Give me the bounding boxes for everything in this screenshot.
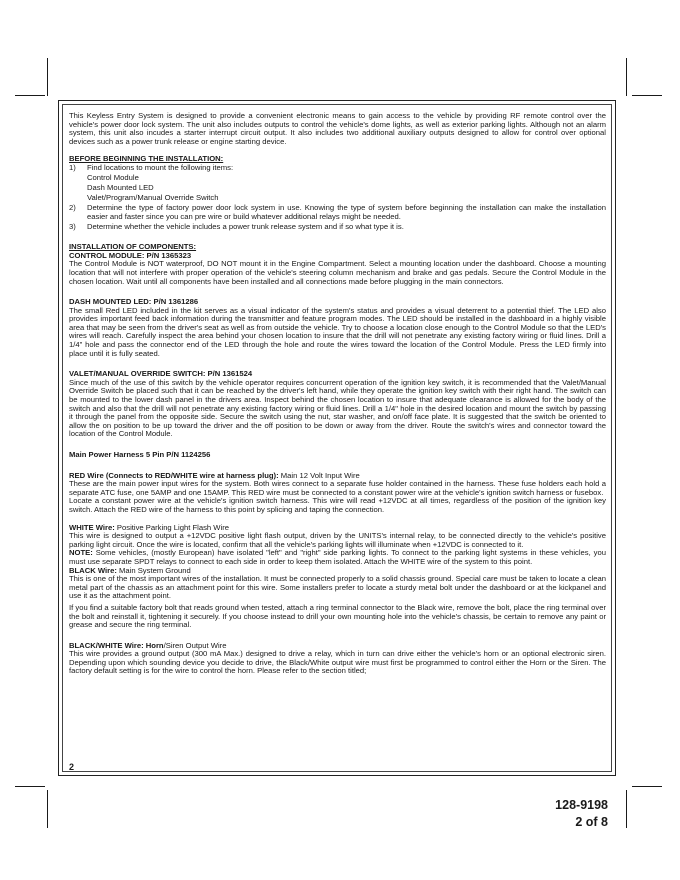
list-item [69,204,606,221]
crop-mark-bottom-right-vertical [626,790,627,828]
control-module-title: CONTROL MODULE: P/N 1365323 [69,250,192,260]
white-wire-note [69,549,606,566]
harness-title: Main Power Harness 5 Pin P/N 1124256 [69,450,211,459]
crop-mark-bottom-left-vertical [47,790,48,828]
list-text: Determine the type of factory power door lock system in use. Knowing the type of system before beginning the installation can make the installation easier and faster since you can pre wire or build whatever additional relays might be needed. [87,203,606,221]
control-module-body: The Control Module is NOT waterproof, DO NOT mount it in the Engine Compartment. Select a mounting location under the dashboard. Choose a mounting location that will not interfere with proper operation of the vehicle's steering column mechanism and brake and gas pedals. Secure the Control Module in the chosen location. Wait until all components have been installed and all connections made before plugging in the main connectors. [69,259,606,286]
dash-led-body: The small Red LED included in the kit serves as a visual indicator of the system's status and provides a visual deterrent to a potential thief. The LED also provides important feed back information during the transmitter and feature program modes. The LED should be installed in the dashboard in a highly visible area that may be seen from the driver's seat as well as from outside the vehicle. Try to choose a location close enough to the Control Module so that the LED's wires will reach. Carefully inspect the area behind your chosen location to insure that the drill will not penetrate any existing factory wiring or fluid lines. Drill a 1/4" hole and pass the connector end of the LED through the hole and route the wires toward the location of the Control Module. Press the LED firmly into place until it is fully seated. [69,305,606,358]
list-number: 2) [69,203,76,213]
mount-item-valet-switch: Valet/Program/Manual Override Switch [87,193,219,203]
list-item [69,164,606,173]
white-wire-desc: Positive Parking Light Flash Wire [114,522,230,532]
page-number: 2 [69,762,75,772]
red-wire-desc: Main 12 Volt Input Wire [278,470,360,480]
crop-mark-top-right-horizontal [632,95,662,96]
list-text: Find locations to mount the following items: [87,162,234,172]
black-wire-label: BLACK Wire: [69,565,117,575]
crop-mark-bottom-right-horizontal [632,786,662,787]
mount-item-dash-led: Dash Mounted LED [87,183,154,193]
components-heading: INSTALLATION OF COMPONENTS: [69,242,197,252]
mount-items [69,174,606,203]
note-text: Some vehicles, (mostly European) have isolated "left" and "right" side parking lights. To connect to the parking light systems in these vehicles, you must use separate SPDT relays to connect to each side in order to keep them isolated. Attach the WHITE wire of the system to this point. [69,548,606,566]
document-body [69,112,606,774]
dash-led-title: DASH MOUNTED LED: P/N 1361286 [69,297,199,307]
valet-switch-title: VALET/MANUAL OVERRIDE SWITCH: P/N 1361524 [69,369,253,379]
note-label: NOTE: [69,548,93,558]
document-number: 128-9198 [555,798,608,812]
mount-item-control-module: Control Module [87,173,139,183]
black-wire-body-2: If you find a suitable factory bolt that reads ground when tested, attach a ring terminal connector to the Black wire, remove the bolt, place the ring terminal over the bolt and reinstall it, tightening it securely. If you choose instead to drill your own mounting hole into the vehicle's chassis, be certain to remove any paint or grease and secure the ring terminal. [69,602,606,630]
before-heading: BEFORE BEGINNING THE INSTALLATION: [69,154,224,164]
crop-mark-top-left-horizontal [15,95,45,96]
page-of-total: 2 of 8 [575,815,608,829]
white-wire-label: WHITE Wire: [69,522,115,532]
list-text: Determine whether the vehicle includes a power trunk release system and if so what type it is. [87,221,404,231]
white-wire-body: This wire is designed to output a +12VDC positive light flash output, driven by the UNITS's internal relay, to be connected directly to the vehicle's positive parking light circuit. Once the wire is located, confirm that all the vehicle's parking lights will illuminate when +12VDC is connected to it. [69,531,606,549]
before-list [69,164,606,173]
crop-mark-top-left-vertical [47,58,48,96]
list-item [69,223,606,232]
valet-switch-body: Since much of the use of this switch by the vehicle operator requires concurrent operation of the ignition key switch, it is recommended that the Valet/Manual Override Switch be placed such that it can be reached by the driver's left hand, while they operate the ignition key switch with their right hand. The switch can be mounted to the lower dash panel in the drivers area. Inspect behind the chosen location to insure that adequate clearance is allowed for the body of the switch and also that the drill will not penetrate any existing factory wiring or fluid lines. Drill a 1/4" hole in the desired location and mount the switch by passing it through the panel from the opposite side. Secure the switch using the nut, star washer, and on/off face plate. It is suggested that the switch be oriented to allow the on position to be up toward the driver and the off position to be down or away from the driver. Route the switch's wires and connector toward the location of the Control Module. [69,377,606,439]
black-white-wire-label: BLACK/WHITE Wire: Horn [69,640,164,650]
crop-mark-bottom-left-horizontal [15,786,45,787]
red-wire-body-2: Locate a constant power wire at the vehicle's ignition switch harness. This wire will read +12VDC at all times, regardless of the position of the ignition key switch. Attach the RED wire of the harness to this point by splicing and taping the connection. [69,496,606,514]
red-wire-label: RED Wire (Connects to RED/WHITE wire at harness plug): [69,470,279,480]
crop-mark-top-right-vertical [626,58,627,96]
list-number: 1) [69,162,76,172]
black-wire-body-1: This is one of the most important wires of the installation. It must be connected properly to a solid chassis ground. Special care must be taken to locate a clean metal part of the chassis as an attachment point for this wire. Some installers prefer to locate a sturdy metal bolt under the dashboard or at the kickpanel and use it as the attachment point. [69,574,606,601]
black-white-wire-desc: /Siren Output Wire [163,640,227,650]
black-wire-desc: Main System Ground [116,565,191,575]
intro-paragraph: This Keyless Entry System is designed to provide a convenient electronic means to gain access to the vehicle by providing RF remote control over the vehicle's power door lock system. The unit also includes outputs to control the vehicle's dome lights, as well as exterior parking lights. Although not an alarm system, this unit also incudes a starter interrupt circuit output. It also includes two additional auxiliary outputs designed to allow for control over optional devices such as a power trunk release or engine starting device. [69,112,606,146]
list-number: 3) [69,221,76,231]
black-white-wire-body: This wire provides a ground output (300 mA Max.) designed to drive a relay, which in turn can drive either the vehicle's horn or an optional electronic siren. Depending upon which sounding device you decide to drive, the Black/White output wire must first be programmed to control either the Horn or the Siren. The factory default setting is for the wire to control the horn. Please refer to the section titled; [69,649,606,676]
before-list-continued [69,204,606,231]
red-wire-body-1: These are the main power input wires for the system. Both wires connect to a separate fuse holder contained in the harness. These fuse holders each hold a separate ATC fuse, one 5AMP and one 15AMP. This RED wire must be connected to a constant power wire at the vehicle's ignition switch harness or fusebox. [69,479,606,497]
